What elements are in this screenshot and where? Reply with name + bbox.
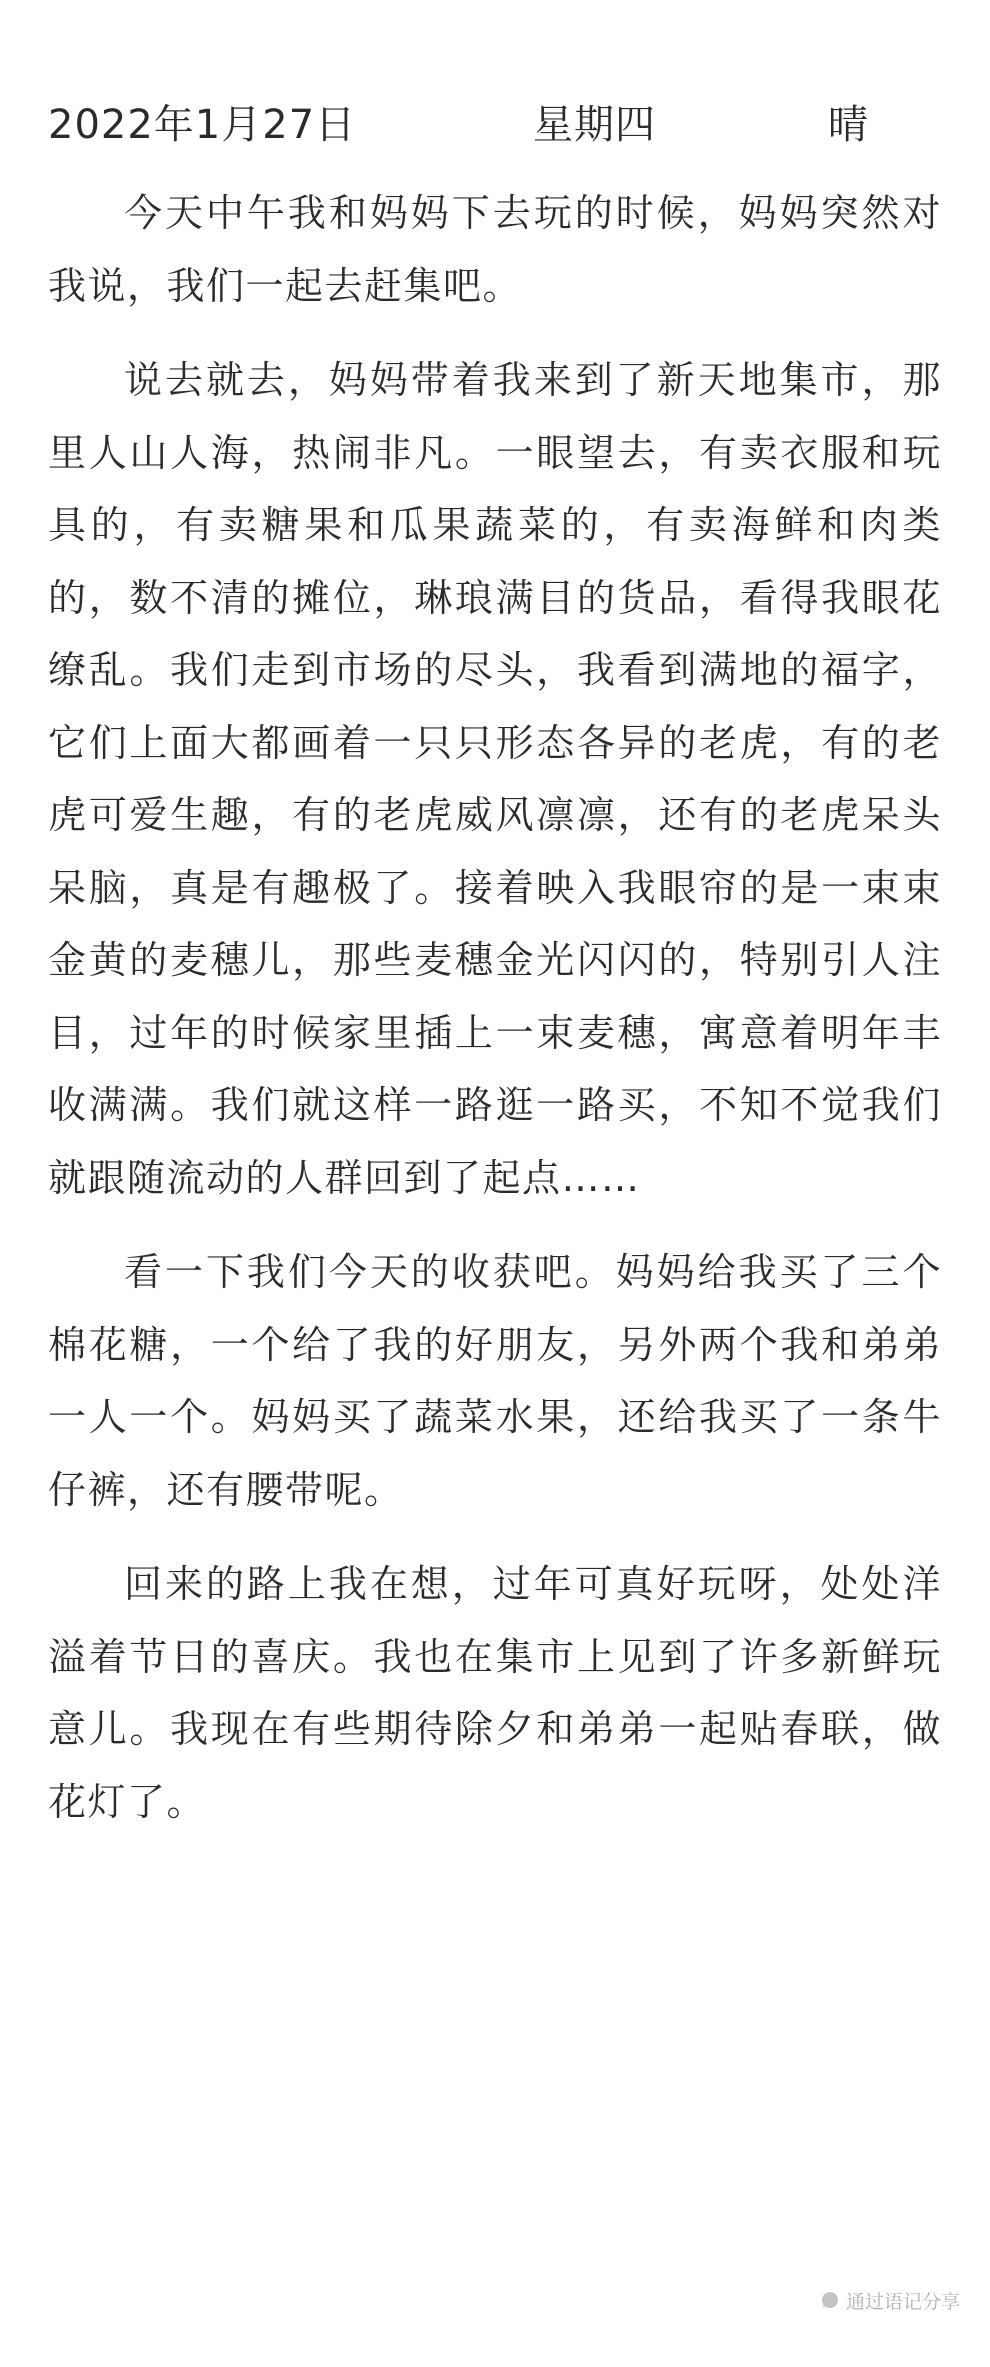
diary-paragraph-1: 今天中午我和妈妈下去玩的时候，妈妈突然对我说，我们一起去赶集吧。: [48, 191, 942, 308]
share-footer-text: 通过语记分享: [845, 2290, 960, 2313]
diary-weekday: 星期四: [533, 102, 656, 148]
diary-weather: 晴: [828, 102, 869, 148]
diary-content: [48, 177, 942, 1838]
diary-paragraph-4: 回来的路上我在想，过年可真好玩呀，处处洋溢着节日的喜庆。我也在集市上见到了许多新鲜玩意儿。我现在有些期待除夕和弟弟一起贴春联，做花灯了。: [48, 1562, 942, 1824]
share-bubble-icon: [818, 2289, 840, 2311]
diary-paragraph-3: 看一下我们今天的收获吧。妈妈给我买了三个棉花糖，一个给了我的好朋友，另外两个我和弟弟一人一个。妈妈买了蔬菜水果，还给我买了一条牛仔裤，还有腰带呢。: [48, 1250, 942, 1512]
share-footer: [818, 2280, 960, 2320]
diary-header: [48, 95, 942, 155]
diary-paragraph-2: 说去就去，妈妈带着我来到了新天地集市，那里人山人海，热闹非凡。一眼望去，有卖衣服和玩具的，有卖糖果和瓜果蔬菜的，有卖海鲜和肉类的，数不清的摊位，琳琅满目的货品，看得我眼花缭乱。我们走到市场的尽头，我看到满地的福字，它们上面大都画着一只只形态各异的老虎，有的老虎可爱生趣，有的老虎威风凛凛，还有的老虎呆头呆脑，真是有趣极了。接着映入我眼帘的是一束束金黄的麦穗儿，那些麦穗金光闪闪的，特别引人注目，过年的时候家里插上一束麦穗，寓意着明年丰收满满。我们就这样一路逛一路买，不知不觉我们就跟随流动的人群回到了起点……: [48, 358, 942, 1200]
diary-date: 2022年1月27日: [48, 102, 357, 148]
